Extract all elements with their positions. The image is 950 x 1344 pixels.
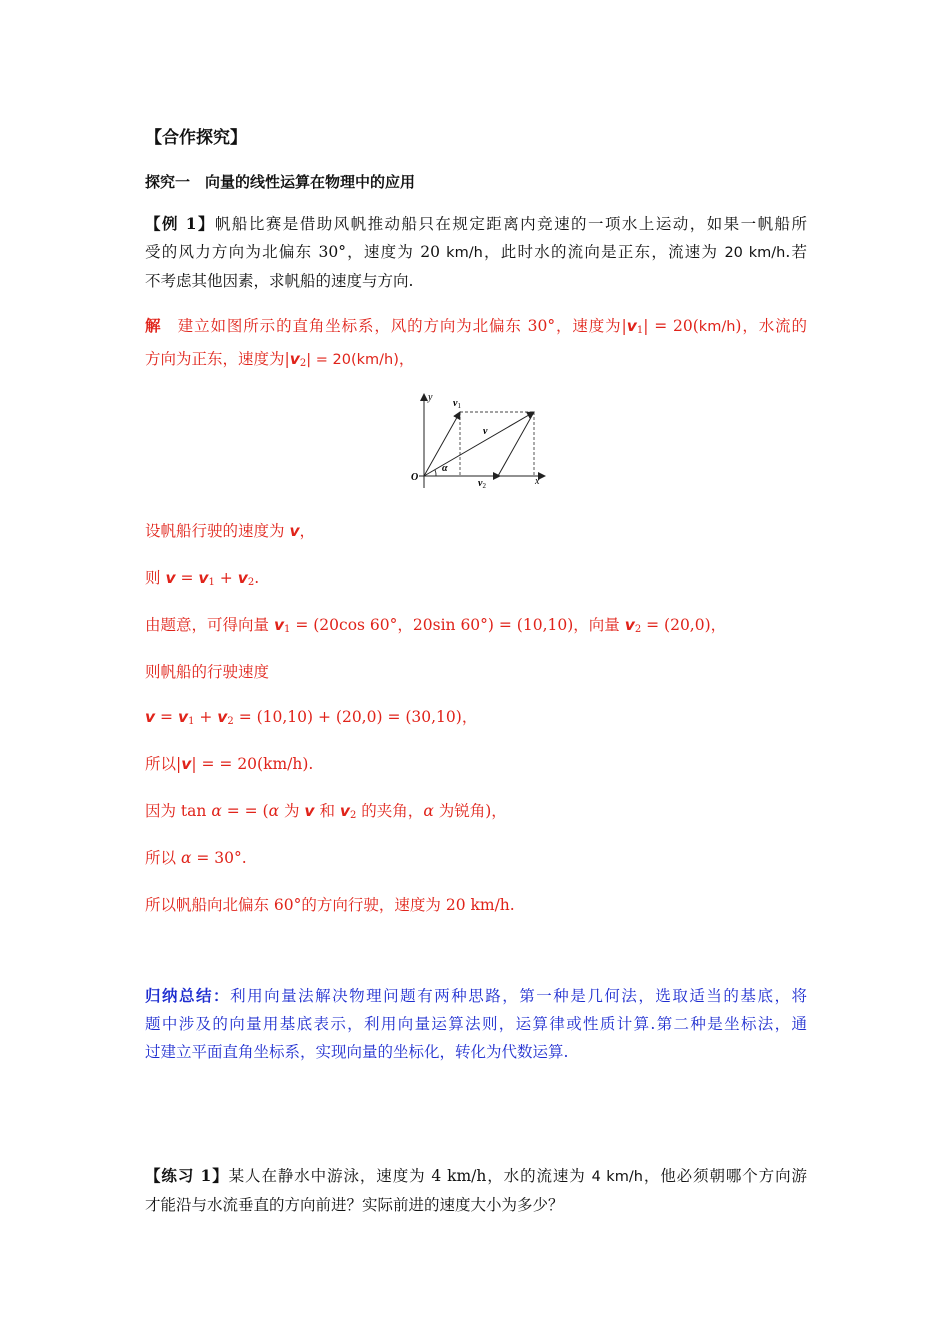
example-1-label: 【例 1】 <box>145 214 215 233</box>
solution-step-5: $v = v_1 + v_2 = (10,10) + (20,0) = (30,10)$， <box>145 708 478 727</box>
solution-intro <box>145 312 807 378</box>
example-1 <box>145 210 807 295</box>
section-title: 【合作探究】 <box>145 128 247 148</box>
solution-step-6: 所以|v| = = 20(km/h). <box>145 755 314 773</box>
solution-step-8: 所以 α = 30°. <box>145 849 247 867</box>
solution-step-4: 则帆船的行驶速度 <box>145 663 270 681</box>
example-1-line-2: 受的风力方向为北偏东 30°，速度为 20 km/h，此时水的流向是正东，流速为 20 km/h.若 <box>145 243 807 261</box>
summary-line-3: 过建立平面直角坐标系，实现向量的坐标化，转化为代数运算. <box>145 1043 569 1061</box>
angle-alpha-arc <box>435 470 436 476</box>
example-1-line-1: 【例 1】帆船比赛是借助风帆推动船只在规定距离内竞速的一项水上运动，如果一帆船所 <box>145 214 807 233</box>
v1-label: $v_1$ <box>453 398 461 410</box>
example-1-line-3: 不考虑其他因素，求帆船的速度与方向. <box>145 272 414 290</box>
x-axis-label: x <box>535 476 540 487</box>
solution-step-7: 因为 tan α = = (α 为 v 和 $v_2$ 的夹角，α 为锐角)， <box>145 802 507 821</box>
v2-label: $v_2$ <box>478 478 486 490</box>
origin-label: O <box>411 472 419 483</box>
exercise-1-line-1: 【练习 1】某人在静水中游泳，速度为 4 km/h，水的流速为 4 km/h，他必须朝哪个方向游 <box>145 1166 807 1185</box>
solution-label: 解 <box>145 316 162 335</box>
y-axis-label: y <box>428 392 433 403</box>
solution-line-1: 解 建立如图所示的直角坐标系，风的方向为北偏东 30°，速度为$|v_1| = 20(km/h)$，水流的 <box>145 316 807 336</box>
summary <box>145 982 807 1066</box>
v-label: v <box>483 426 488 437</box>
solution-line-2: 方向为正东，速度为$|v_2| = 20(km/h)$， <box>145 350 415 369</box>
summary-line-2: 题中涉及的向量用基底表示，利用向量运算法则，运算律或性质计算.第二种是坐标法，通 <box>145 1015 807 1033</box>
exercise-1-line-2: 才能沿与水流垂直的方向前进？实际前进的速度大小为多少？ <box>145 1196 564 1214</box>
solution-step-3: 由题意，可得向量 $v_1 = (20\cos$ 60°，20sin 60°) = (10,10)，向量 $v_2 = (20,0)$， <box>145 616 727 635</box>
solution-step-9: 所以帆船向北偏东 60°的方向行驶，速度为 20 km/h. <box>145 896 515 914</box>
solution-step-1: 设帆船行驶的速度为 v， <box>145 522 316 540</box>
vector-v <box>424 412 534 476</box>
alpha-label: α <box>442 463 448 474</box>
inquiry-title: 探究一 向量的线性运算在物理中的应用 <box>145 173 416 191</box>
exercise-1 <box>145 1162 807 1219</box>
exercise-1-label: 【练习 1】 <box>145 1166 229 1185</box>
summary-line-1: 归纳总结：利用向量法解决物理问题有两种思路，第一种是几何法，选取适当的基底，将 <box>145 986 807 1005</box>
vector-diagram <box>405 388 550 493</box>
parallelogram-side <box>498 412 534 476</box>
solution-step-2: 则 $v = v_1 + v_2$. <box>145 569 260 588</box>
summary-label: 归纳总结： <box>145 986 231 1005</box>
